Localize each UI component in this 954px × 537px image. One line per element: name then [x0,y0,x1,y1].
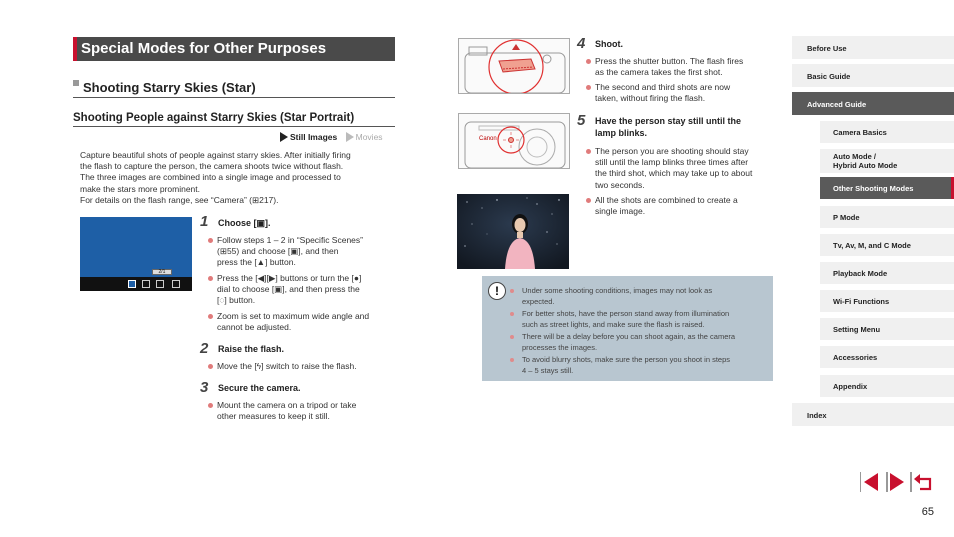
still-images-label: Still Images [290,132,338,142]
bullet-dot-icon [208,403,213,408]
star-portrait-icon [128,280,136,288]
bullet-line: still until the lamp blinks three times after [595,157,749,168]
bullet-line: dial to choose [▣], and then press the [217,284,360,295]
intro-line: For details on the flash range, see “Camera” (⊞217). [80,194,279,205]
bullet-dot-icon [208,238,213,243]
step-title: Shoot. [595,39,623,49]
nav-playback-mode[interactable]: Playback Mode [820,262,954,284]
caution-line: To avoid blurry shots, make sure the person you shoot in steps [522,355,731,364]
star-portrait-photo-svg [457,194,569,269]
nav-basic-guide[interactable]: Basic Guide [792,64,954,87]
caution-icon: ! [488,282,506,300]
step-title-line: lamp blinks. [595,127,648,138]
step-title: Secure the camera. [218,383,301,393]
step-bullet [586,146,781,191]
bullet-dot-icon [510,312,514,316]
bullet-line: Zoom is set to maximum wide angle and [217,311,370,321]
movies-tag [346,132,383,142]
triangle-icon [280,132,288,142]
caution-item [510,331,766,354]
nav-appendix[interactable]: Appendix [820,375,954,397]
bullet-line: taken, without firing the flash. [595,93,706,104]
bullet-line: as the camera takes the first shot. [595,67,723,78]
step-bullet [208,273,398,307]
square-bullet-icon [73,80,79,86]
movies-label: Movies [355,132,383,142]
step-bullet [586,82,781,104]
step-bullet [208,235,398,269]
bullet-dot-icon [510,358,514,362]
subsection-heading: Shooting People against Starry Skies (Star Portrait) [73,112,395,127]
step-bullet [208,361,398,372]
intro-line: The three images are combined into a single image and processed to [80,172,341,183]
page-number: 65 [921,506,934,518]
caution-item [510,308,766,331]
step-bullet [208,311,398,333]
intro-line: the flash to capture the person, the camera shoots twice without flash. [80,161,344,172]
camera-flash-svg [459,39,570,94]
caution-line: For better shots, have the person stand away from illumination [522,309,730,318]
nav-wifi-functions[interactable]: Wi-Fi Functions [820,290,954,312]
step-title [595,116,741,139]
step-bullet [208,400,398,422]
nav-other-shooting-modes[interactable]: Other Shooting Modes [820,177,954,199]
section-heading-text: Shooting Starry Skies (Star) [83,80,256,95]
nav-camera-basics[interactable]: Camera Basics [820,121,954,143]
bullet-line: All the shots are combined to create a [595,195,738,205]
star-timelapse-icon [172,280,180,288]
bullet-dot-icon [208,314,213,319]
caution-line: Under some shooting conditions, images may not look as [522,286,713,295]
next-page-icon[interactable] [886,472,906,492]
page-title: Special Modes for Other Purposes [73,37,395,61]
step-title: Choose [▣]. [218,218,271,228]
mode-mini-indicator: 2/1 [152,269,172,275]
camera-brand-label: Canon [479,136,497,142]
star-trails-icon [156,280,164,288]
step-number: 5 [577,112,586,129]
bullet-line: other measures to keep it still. [217,411,330,422]
nav-auto-mode-line1: Auto Mode / [833,152,876,161]
intro-line: make the stars more prominent. [80,183,200,194]
intro-line: Capture beautiful shots of people against starry skies. After initially firing [80,150,351,160]
bullet-line: Mount the camera on a tripod or take [217,400,357,410]
caution-line: 4 – 5 stays still. [522,366,574,376]
step-number: 1 [200,213,209,230]
bullet-dot-icon [208,276,213,281]
step-number: 2 [200,340,209,357]
caution-box [482,276,773,381]
previous-page-icon[interactable] [862,472,880,492]
page-navigation [860,472,934,492]
bullet-dot-icon [510,289,514,293]
triangle-icon [346,132,354,142]
nav-before-use[interactable]: Before Use [792,36,954,59]
intro-paragraph [80,150,395,206]
nav-accessories[interactable]: Accessories [820,346,954,368]
step-number: 4 [577,35,586,52]
section-heading [73,80,395,98]
nav-auto-mode[interactable] [820,149,954,173]
caution-item [510,285,766,308]
caution-line: expected. [522,297,555,307]
bullet-dot-icon [510,335,514,339]
bullet-dot-icon [208,364,213,369]
still-images-tag [280,132,337,142]
caution-line: such as street lights, and make sure the flash is raised. [522,320,705,330]
caution-item [510,354,766,377]
mode-tags [280,132,395,144]
bullet-line: [◌] button. [217,295,256,306]
bullet-line: the third shot, which may take up to about [595,168,753,179]
bullet-line: Press the shutter button. The flash fires [595,56,744,66]
step-number: 3 [200,379,209,396]
nav-tv-av-m-c-mode[interactable]: Tv, Av, M, and C Mode [820,234,954,256]
star-nightscape-icon [142,280,150,288]
bullet-dot-icon [586,59,591,64]
bullet-line: The second and third shots are now [595,82,731,92]
bullet-line: Follow steps 1 – 2 in “Specific Scenes” [217,235,363,245]
camera-lamp-svg [459,114,570,169]
bullet-dot-icon [586,149,591,154]
nav-auto-mode-line2: Hybrid Auto Mode [833,161,898,170]
bullet-line: press the [▲] button. [217,257,296,268]
bullet-dot-icon [586,198,591,203]
bullet-line: The person you are shooting should stay [595,146,749,156]
bullet-line: single image. [595,206,646,217]
camera-screen-image [80,217,192,291]
bullet-line: Press the [◀][▶] buttons or turn the [●] [217,273,362,283]
camera-lamp-illustration [458,113,570,169]
step-bullet [586,56,781,78]
bullet-line: Move the [ϟ] switch to raise the flash. [217,361,357,371]
bullet-dot-icon [586,85,591,90]
bullet-line: cannot be adjusted. [217,322,292,333]
caution-line: processes the images. [522,343,598,353]
nav-p-mode[interactable]: P Mode [820,206,954,228]
nav-advanced-guide[interactable]: Advanced Guide [792,92,954,115]
caution-line: There will be a delay before you can shoot again, as the camera [522,332,736,341]
star-portrait-sample-photo [457,194,569,269]
nav-index[interactable]: Index [792,403,954,426]
step-title: Raise the flash. [218,344,285,354]
step-title-line: Have the person stay still until the [595,116,742,126]
camera-flash-illustration [458,38,570,94]
bullet-line: two seconds. [595,179,645,190]
step-bullet [586,195,781,217]
mode-icon-bar [80,277,192,291]
bullet-line: (⊞55) and choose [▣], and then [217,246,339,257]
back-return-icon[interactable] [910,472,934,492]
nav-setting-menu[interactable]: Setting Menu [820,318,954,340]
